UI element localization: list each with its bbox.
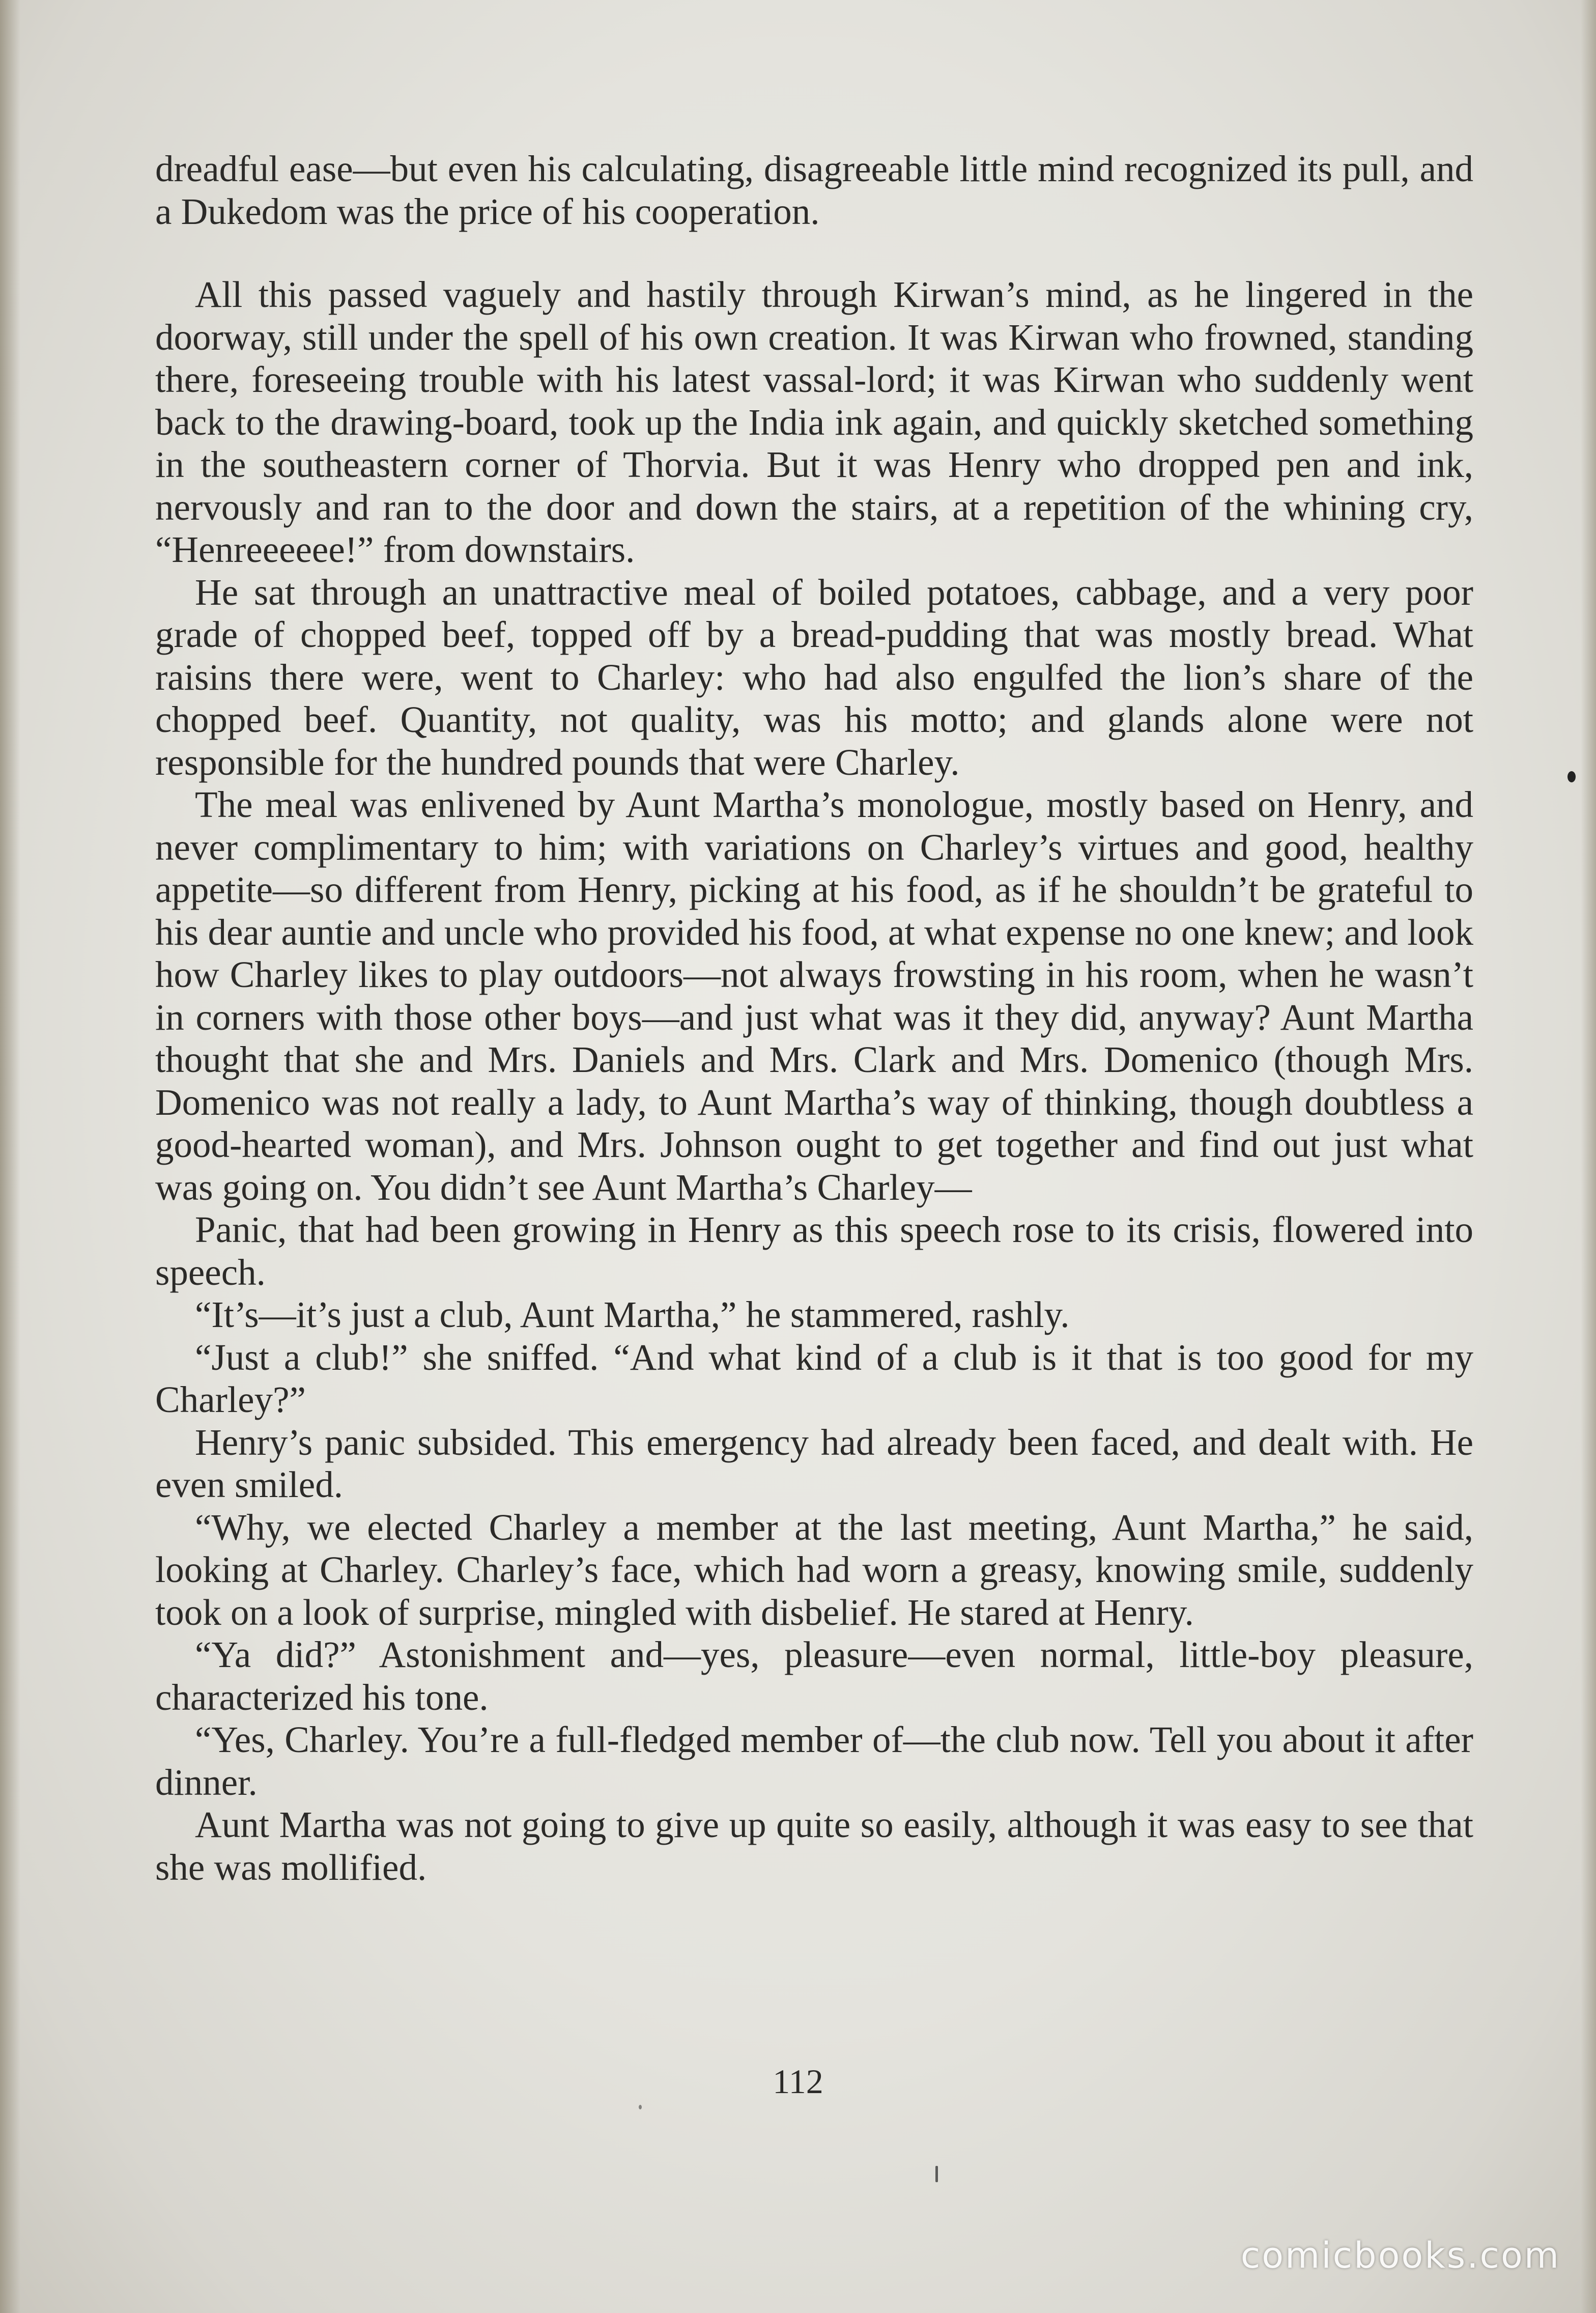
paragraph: All this passed vaguely and hastily through Kirwan’s mind, as he lingered in the doorway, still under the spell of his own creation. It was Kirwan who frowned, standing there, foreseeing trouble with his latest vassal-lord; it was Kirwan who suddenly went back to the drawing-board, took up the India ink again, and quickly sketched something in the southeastern corner of Thorvia. But it was Henry who dropped pen and ink, nervously and ran to the door and down the stairs, at a repetition of the whining cry, “Henreeeeee!” from downstairs. <box>155 274 1473 570</box>
paragraph: “Why, we elected Charley a member at the last meeting, Aunt Martha,” he said, looking at Charley. Charley’s face, which had worn a greasy, knowing smile, suddenly took on a look of surprise, mingled with disbelief. He stared at Henry. <box>155 1506 1473 1633</box>
paragraph: Henry’s panic subsided. This emergency had already been faced, and dealt with. He even smiled. <box>155 1421 1473 1505</box>
paragraph: He sat through an unattractive meal of boiled potatoes, cabbage, and a very poor grade of chopped beef, topped off by a bread-pudding that was mostly bread. What raisins there were, went to Charley: who had also engulfed the lion’s share of the chopped beef. Quantity, not quality, was his motto; and glands alone were not responsible for the hundred pounds that were Charley. <box>155 571 1473 783</box>
paragraph: “Just a club!” she sniffed. “And what kind of a club is it that is too good for my Charley?” <box>155 1336 1473 1420</box>
paragraph: “Ya did?” Astonishment and—yes, pleasure—even normal, little-boy pleasure, characterized his tone. <box>155 1634 1473 1718</box>
page-number: 112 <box>773 2062 823 2101</box>
paragraph: “Yes, Charley. You’re a full-fledged member of—the club now. Tell you about it after dinner. <box>155 1719 1473 1803</box>
paragraph-continued: dreadful ease—but even his calculating, disagreeable little mind recognized its pull, and a Dukedom was the price of his cooperation. <box>155 148 1473 232</box>
watermark-text: comicbooks.com <box>1240 2235 1560 2276</box>
ink-speck <box>935 2166 938 2182</box>
ink-speck <box>639 2105 642 2109</box>
body-text <box>155 148 1473 1888</box>
paragraph: “It’s—it’s just a club, Aunt Martha,” he stammered, rashly. <box>195 1294 1070 1335</box>
paragraph: Panic, that had been growing in Henry as this speech rose to its crisis, flowered into speech. <box>155 1209 1473 1293</box>
ink-speck <box>1568 771 1576 782</box>
paragraph: Aunt Martha was not going to give up quite so easily, although it was easy to see that she was mollified. <box>155 1804 1473 1888</box>
paragraph: The meal was enlivened by Aunt Martha’s monologue, mostly based on Henry, and never complimentary to him; with variations on Charley’s virtues and good, healthy appetite—so different from Henry, picking at his food, as if he shouldn’t be grateful to his dear auntie and uncle who provided his food, at what expense no one knew; and look how Charley likes to play outdoors—not always frowsting in his room, when he wasn’t in corners with those other boys—and just what was it they did, anyway? Aunt Martha thought that she and Mrs. Daniels and Mrs. Clark and Mrs. Domenico (though Mrs. Domenico was not really a lady, to Aunt Martha’s way of thinking, though doubtless a good-hearted woman), and Mrs. Johnson ought to get together and find out just what was going on. You didn’t see Aunt Martha’s Charley— <box>155 784 1473 1208</box>
